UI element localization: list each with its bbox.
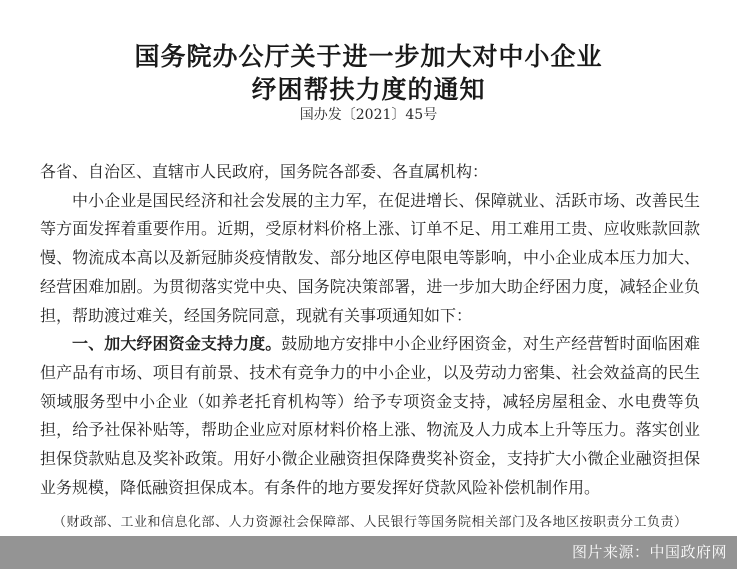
section-1-responsibility-note xyxy=(40,509,705,536)
notice-title-line-2: 纾困帮扶力度的通知 xyxy=(251,75,486,104)
intro-paragraph: 中小企业是国民经济和社会发展的主力军，在促进增长、保障就业、活跃市场、改善民生等方面发挥着重要作用。近期，受原材料价格上涨、订单不足、用工难用工贵、应收账款回款慢、物流成本高以及新冠肺炎疫情散发、部分地区停电限电等影响，中小企业成本压力加大、经营困难加剧。为贯彻落实党中央、国务院决策部署，进一步加大助企纾困力度，减轻企业负担，帮助渡过难关，经国务院同意，现就有关事项通知如下： xyxy=(40,190,700,325)
section-1-paragraph xyxy=(40,330,700,502)
document-number: 国办发〔2021〕45号 xyxy=(299,107,438,123)
salutation: 各省、自治区、直辖市人民政府，国务院各部委、各直属机构： xyxy=(40,162,489,181)
notice-title-line-1: 国务院办公厅关于进一步加大对中小企业 xyxy=(134,42,603,71)
section-1-body: 鼓励地方安排中小企业纾困资金，对生产经营暂时面临困难但产品有市场、项目有前景、技术有竞争力的中小企业，以及劳动力密集、社会效益高的民生领域服务型中小企业（如养老托育机构等）给予专项资金支持，减轻房屋租金、水电费等负担，给予社保补贴等，帮助企业应对原材料价格上涨、物流及人力成本上升等压力。落实创业担保贷款贴息及奖补政策。用好小微企业融资担保降费奖补资金，支持扩大小微企业融资担保业务规模，降低融资担保成本。有条件的地方要发挥好贷款风险补偿机制作用。 xyxy=(40,334,700,497)
section-1-heading: 一、加大纾困资金支持力度。 xyxy=(72,334,282,354)
responsibility-note-text: （财政部、工业和信息化部、人力资源社会保障部、人民银行等国务院相关部门及各地区按职责分工负责） xyxy=(53,515,688,530)
image-source-overlay xyxy=(0,536,737,569)
image-source-text: 图片来源：中国政府网 xyxy=(571,543,727,561)
notice-body xyxy=(40,158,700,502)
